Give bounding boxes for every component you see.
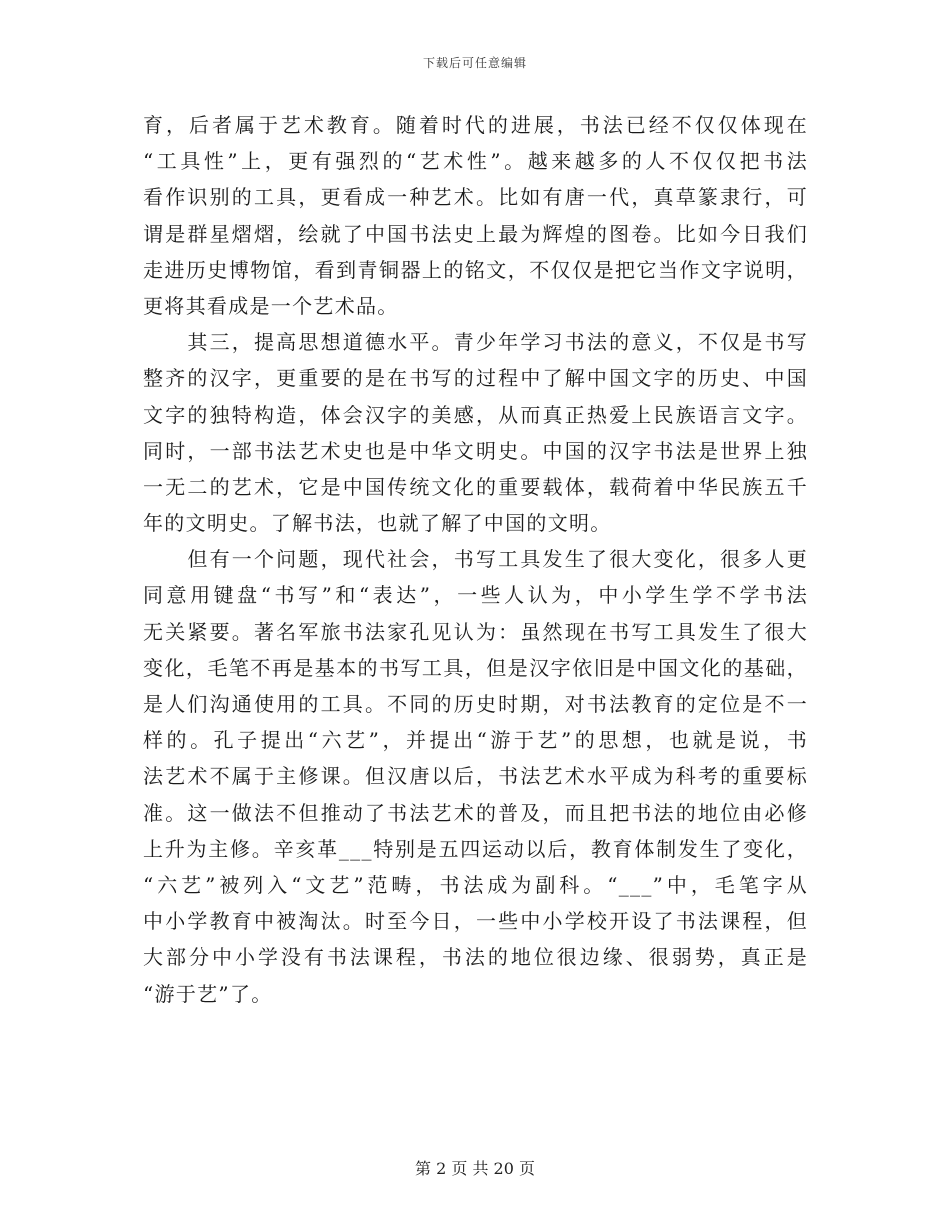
text-line: “六艺”被列入“文艺”范畴，书法成为副科。“___”中，毛笔字从: [143, 872, 808, 897]
text-line: 大部分中小学没有书法课程，书法的地位很边缘、很弱势，真正是: [143, 945, 808, 970]
text-line: 更将其看成是一个艺术品。: [143, 293, 399, 318]
text-line: 看作识别的工具，更看成一种艺术。比如有唐一代，真草篆隶行，可: [143, 185, 808, 210]
text-line: 年的文明史。了解书法，也就了解了中国的文明。: [143, 511, 612, 536]
text-line: “工具性”上，更有强烈的“艺术性”。越来越多的人不仅仅把书法: [143, 149, 808, 174]
text-line: 样的。孔子提出“六艺”，并提出“游于艺”的思想，也就是说，书: [143, 728, 808, 753]
text-line: 走进历史博物馆，看到青铜器上的铭文，不仅仅是把它当作文字说明，: [143, 257, 808, 282]
text-line: 一无二的艺术，它是中国传统文化的重要载体，载荷着中华民族五千: [143, 474, 808, 499]
text-line: 变化，毛笔不再是基本的书写工具，但是汉字依旧是中国文化的基础，: [143, 655, 808, 680]
text-line: 上升为主修。辛亥革___特别是五四运动以后，教育体制发生了变化，: [143, 836, 808, 861]
text-line: 但有一个问题，现代社会，书写工具发生了很大变化，很多人更: [143, 547, 808, 572]
text-line: 是人们沟通使用的工具。不同的历史时期，对书法教育的定位是不一: [143, 692, 808, 716]
text-line: 无关紧要。著名军旅书法家孔见认为：虽然现在书写工具发生了很大: [143, 619, 808, 644]
text-line: “游于艺”了。: [143, 981, 273, 1006]
text-line: 准。这一做法不但推动了书法艺术的普及，而且把书法的地位由必修: [143, 800, 808, 825]
page-footer: 第 2 页 共 20 页: [415, 1159, 535, 1178]
text-line: 文字的独特构造，体会汉字的美感，从而真正热爱上民族语言文字。: [143, 402, 808, 427]
text-line: 谓是群星熠熠，绘就了中国书法史上最为辉煌的图卷。比如今日我们: [143, 221, 808, 246]
text-line: 法艺术不属于主修课。但汉唐以后，书法艺术水平成为科考的重要标: [143, 764, 808, 789]
page-header: 下载后可任意编辑: [422, 56, 527, 70]
text-line: 同时，一部书法艺术史也是中华文明史。中国的汉字书法是世界上独: [143, 438, 808, 463]
text-line: 中小学教育中被淘汰。时至今日，一些中小学校开设了书法课程，但: [143, 909, 808, 934]
text-line: 其三，提高思想道德水平。青少年学习书法的意义，不仅是书写: [143, 330, 808, 355]
document-body: [143, 107, 808, 1012]
text-line: 整齐的汉字，更重要的是在书写的过程中了解中国文字的历史、中国: [143, 366, 808, 391]
text-line: 同意用键盘“书写”和“表达”，一些人认为，中小学生学不学书法: [143, 583, 808, 608]
text-line: 育，后者属于艺术教育。随着时代的进展，书法已经不仅仅体现在: [143, 113, 808, 137]
